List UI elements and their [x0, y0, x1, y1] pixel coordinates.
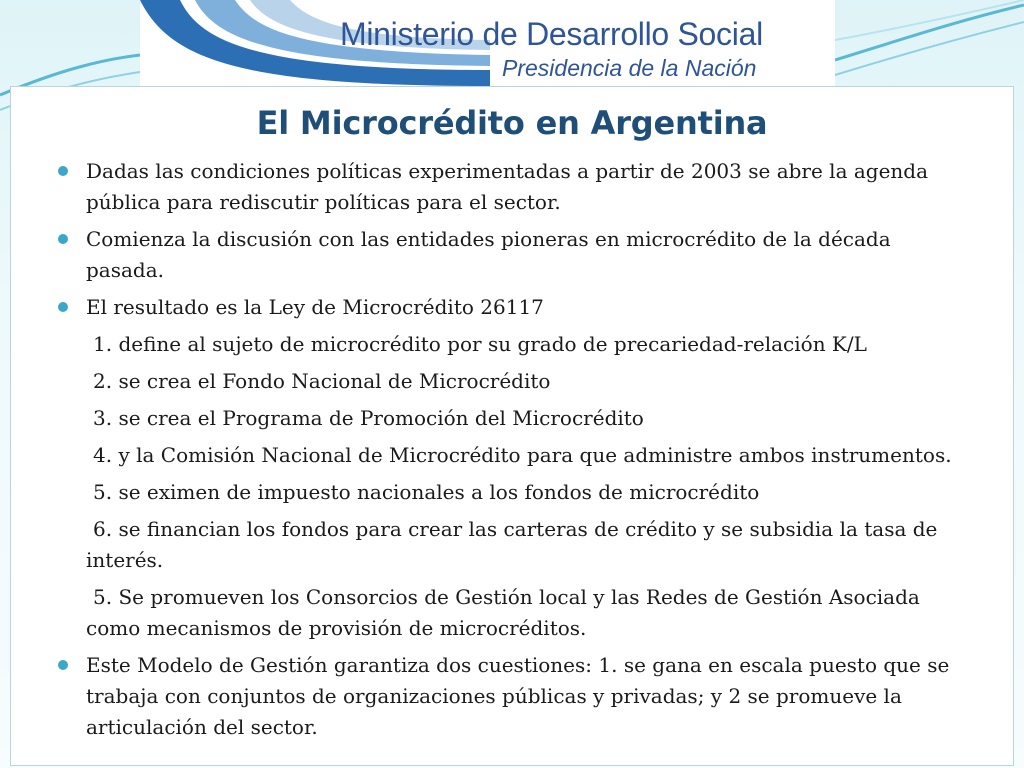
bullet-text: Este Modelo de Gestión garantiza dos cuestiones: 1. se gana en escala puesto que se trabaja con conjuntos de organizaciones públicas y privadas; y 2 se promueve la articulación del sector. [86, 653, 950, 739]
slide-content [58, 156, 958, 749]
bullet-item [58, 156, 958, 218]
sub-item-text: 5. Se promueven los Consorcios de Gestión local y las Redes de Gestión Asociada como mecanismos de provisión de microcréditos. [86, 585, 920, 640]
sub-item [58, 514, 958, 576]
sub-item-text: 6. se financian los fondos para crear las carteras de crédito y se subsidia la tasa de interés. [86, 517, 938, 572]
sub-item-text: 2. se crea el Fondo Nacional de Microcrédito [93, 369, 551, 393]
slide-title: El Microcrédito en Argentina [256, 104, 768, 142]
bullet-dot-icon [58, 302, 68, 312]
bullet-text: Comienza la discusión con las entidades pioneras en microcrédito de la década pasada. [86, 227, 891, 282]
sub-item [58, 329, 958, 360]
bullet-item [58, 650, 958, 743]
bullet-dot-icon [58, 166, 68, 176]
bullet-text: El resultado es la Ley de Microcrédito 26117 [86, 295, 544, 319]
logo-ministry-name: Ministerio de Desarrollo Social [340, 16, 763, 52]
sub-item [58, 582, 958, 644]
sub-item [58, 477, 958, 508]
ministry-logo [140, 0, 835, 86]
sub-item-text: 5. se eximen de impuesto nacionales a los fondos de microcrédito [93, 480, 760, 504]
bullet-dot-icon [58, 660, 68, 670]
bullet-item [58, 292, 958, 323]
sub-item-text: 1. define al sujeto de microcrédito por su grado de precariedad-relación K/L [93, 332, 867, 356]
sub-item-text: 3. se crea el Programa de Promoción del Microcrédito [93, 406, 644, 430]
bullet-dot-icon [58, 234, 68, 244]
bullet-text: Dadas las condiciones políticas experimentadas a partir de 2003 se abre la agenda pública para rediscutir políticas para el sector. [86, 159, 929, 214]
sub-item [58, 440, 958, 471]
sub-item-text: 4. y la Comisión Nacional de Microcrédito para que administre ambos instrumentos. [93, 443, 952, 467]
bullet-item [58, 224, 958, 286]
logo-presidency-name: Presidencia de la Nación [502, 55, 757, 81]
sub-item [58, 403, 958, 434]
sub-item [58, 366, 958, 397]
